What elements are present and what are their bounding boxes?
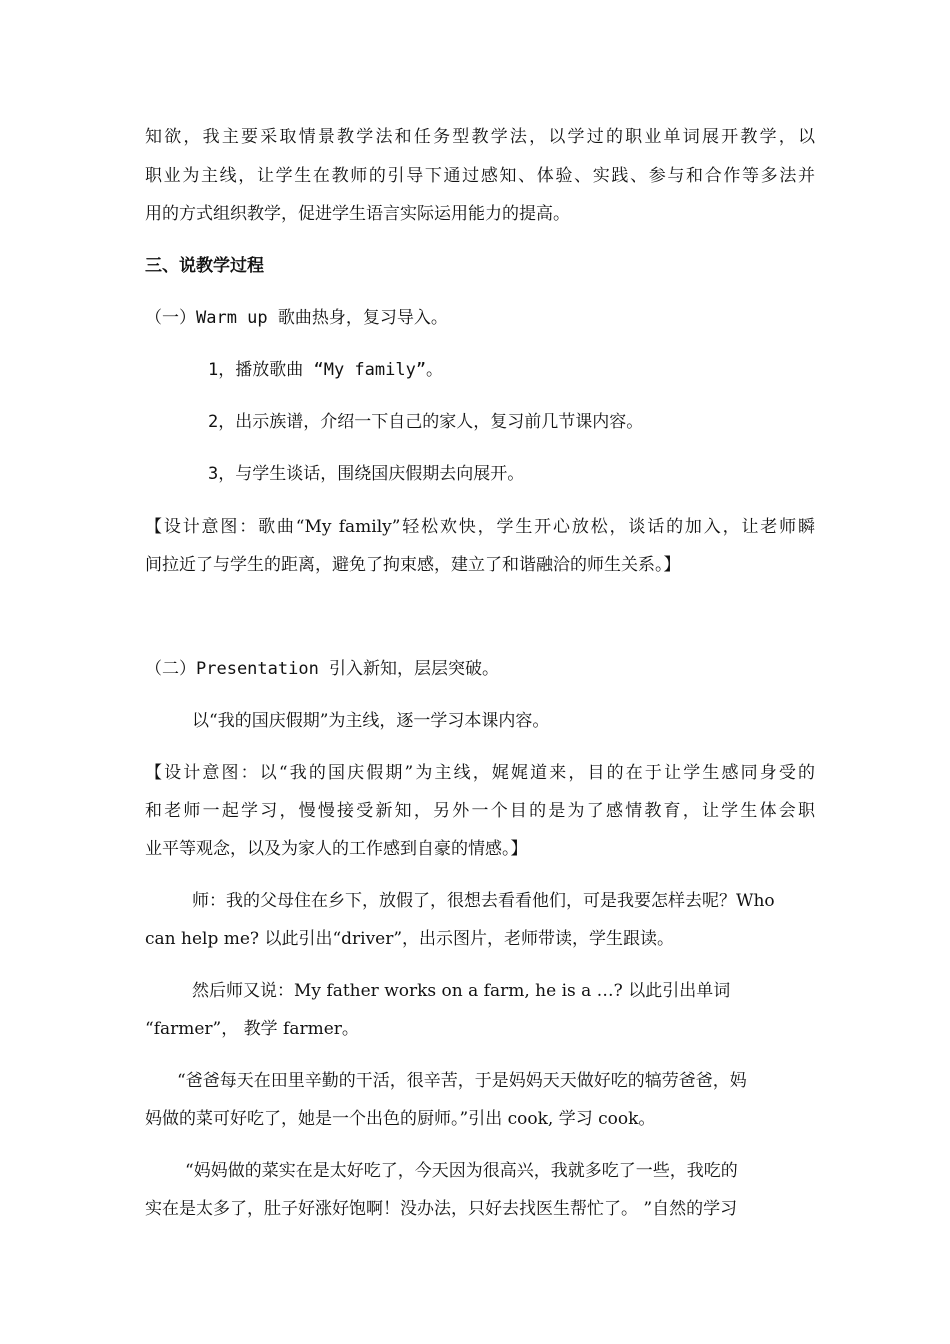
para4-line-1: “妈妈做的菜实在是太好吃了，今天因为很高兴，我就多吃了一些，我吃的 bbox=[185, 1161, 738, 1181]
para2-line-2: “farmer”， 教学 farmer。 bbox=[145, 1019, 359, 1039]
warmup-step-3: 3，与学生谈话，围绕国庆假期去向展开。 bbox=[208, 464, 525, 484]
warmup-step-1: 1，播放歌曲 “My family”。 bbox=[208, 360, 444, 380]
para3-line-1: “爸爸每天在田里辛勤的干活，很辛苦，于是妈妈天天做好吃的犒劳爸爸，妈 bbox=[177, 1071, 747, 1091]
para3-line-2: 妈做的菜可好吃了，她是一个出色的厨师。”引出 cook, 学习 cook。 bbox=[145, 1109, 656, 1129]
warmup-step-2: 2，出示族谱，介绍一下自己的家人，复习前几节课内容。 bbox=[208, 412, 644, 432]
presentation-design-line-2: 和老师一起学习，慢慢接受新知，另外一个目的是为了感情教育，让学生体会职 bbox=[145, 801, 815, 821]
section-heading: 三、说教学过程 bbox=[145, 256, 264, 276]
intro-line-3: 用的方式组织教学，促进学生语言实际运用能力的提高。 bbox=[145, 204, 570, 224]
presentation-design-line-1: 【设计意图：以“我的国庆假期”为主线，娓娓道来，目的在于让学生感同身受的 bbox=[145, 763, 815, 783]
intro-line-2: 职业为主线，让学生在教师的引导下通过感知、体验、实践、参与和合作等多法并 bbox=[145, 166, 815, 186]
presentation-title: （二）Presentation 引入新知，层层突破。 bbox=[145, 659, 500, 679]
presentation-intro: 以“我的国庆假期”为主线，逐一学习本课内容。 bbox=[192, 711, 550, 731]
para1-line-2: can help me? 以此引出“driver”，出示图片，老师带读，学生跟读。 bbox=[145, 929, 675, 949]
warmup-design-line-1: 【设计意图：歌曲“My family”轻松欢快，学生开心放松，谈话的加入，让老师瞬 bbox=[145, 517, 815, 537]
para2-line-1: 然后师又说：My father works on a farm, he is a …? 以此引出单词 bbox=[192, 981, 731, 1001]
para4-line-2: 实在是太多了，肚子好涨好饱啊！没办法，只好去找医生帮忙了。 ”自然的学习 bbox=[145, 1199, 738, 1219]
warmup-title: （一）Warm up 歌曲热身，复习导入。 bbox=[145, 308, 448, 328]
para1-line-1: 师：我的父母住在乡下，放假了，很想去看看他们，可是我要怎样去呢？Who bbox=[192, 891, 775, 911]
warmup-design-line-2: 间拉近了与学生的距离，避免了拘束感，建立了和谐融洽的师生关系。】 bbox=[145, 555, 681, 575]
presentation-design-line-3: 业平等观念，以及为家人的工作感到自豪的情感。】 bbox=[145, 839, 528, 859]
intro-line-1: 知欲，我主要采取情景教学法和任务型教学法，以学过的职业单词展开教学，以 bbox=[145, 127, 815, 147]
